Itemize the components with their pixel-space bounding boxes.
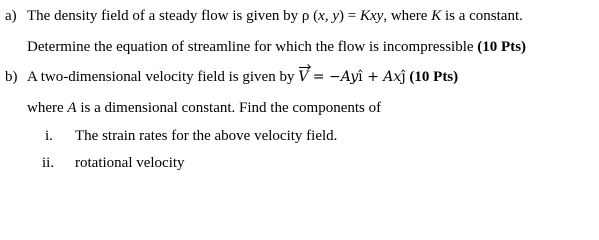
- part-b-text-prefix: A two-dimensional velocity field is given by: [27, 69, 299, 85]
- part-b-line-2: [27, 99, 381, 117]
- sub-item-i-marker: [45, 127, 53, 145]
- sub-item-ii: [75, 154, 185, 172]
- sub-item-ii-marker: [42, 154, 54, 172]
- part-b-statement: [27, 68, 458, 86]
- term-ax: Ax: [383, 69, 402, 85]
- list-item-text: The strain rates for the above velocity field.: [75, 128, 338, 144]
- list-item-marker: i.: [45, 128, 53, 144]
- plus-sign: +: [362, 69, 384, 85]
- comma: ,: [324, 8, 333, 24]
- where-text: , where: [383, 8, 432, 24]
- equals-minus: = −: [308, 69, 341, 85]
- part-a-marker: a): [5, 8, 17, 24]
- part-a-question: Determine the equation of streamline for which the flow is incompressible: [27, 39, 478, 55]
- part-a-text-prefix: The density field of a steady flow is given by ρ (: [27, 8, 319, 24]
- velocity-vector: V: [298, 69, 309, 85]
- part-a-equals: ) =: [339, 8, 360, 24]
- part-a-line-1: [5, 7, 17, 25]
- list-item-text: rotational velocity: [75, 155, 185, 171]
- part-b-where: where: [27, 100, 68, 116]
- list-item-marker: ii.: [42, 155, 55, 171]
- constant-k: K: [431, 8, 442, 24]
- part-b-line-2-suffix: is a dimensional constant. Find the components of: [76, 100, 382, 116]
- density-expression: Kxy: [359, 8, 384, 24]
- part-a-text-suffix: is a constant.: [441, 8, 523, 24]
- part-b-points: (10 Pts): [409, 69, 459, 85]
- unit-vector-i: î: [358, 69, 363, 85]
- unit-vector-j: ĵ: [401, 69, 406, 85]
- constant-a: A: [67, 100, 77, 116]
- part-b-line-1: [5, 68, 18, 86]
- part-a-points: (10 Pts): [477, 39, 527, 55]
- part-a-statement: [27, 7, 523, 25]
- sub-item-i: [75, 127, 337, 145]
- term-ay: Ay: [340, 69, 359, 85]
- var-y: y: [332, 8, 340, 24]
- var-x: x: [318, 8, 325, 24]
- part-b-marker: b): [5, 69, 18, 85]
- part-a-line-2: [27, 38, 526, 56]
